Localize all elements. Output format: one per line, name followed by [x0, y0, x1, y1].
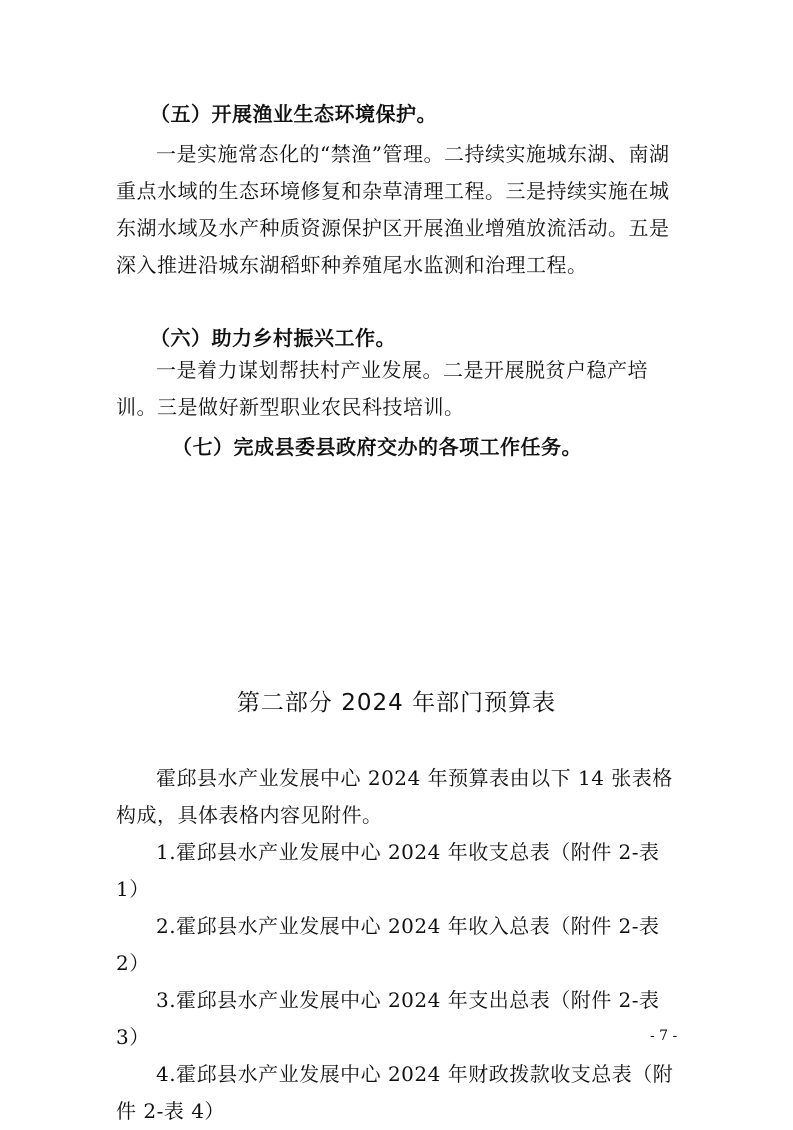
budget-table-item: 1.霍邱县水产业发展中心 2024 年收支总表（附件 2-表 1） [116, 840, 660, 901]
section-7-heading: （七）完成县委县政府交办的各项工作任务。 [172, 435, 582, 459]
part-2-body-block [116, 760, 678, 1130]
budget-table-item: 2.霍邱县水产业发展中心 2024 年收入总表（附件 2-表 2） [116, 914, 660, 975]
section-6-body-block [116, 352, 678, 426]
budget-table-item: 3.霍邱县水产业发展中心 2024 年支出总表（附件 2-表 3） [116, 988, 660, 1049]
budget-table-item: 4.霍邱县水产业发展中心 2024 年财政拨款收支总表（附件 2-表 4） [116, 1062, 674, 1123]
section-5-body-block [116, 136, 678, 284]
section-6-heading: （六）助力乡村振兴工作。 [150, 326, 396, 350]
section-6-body: 一是着力谋划帮扶村产业发展。二是开展脱贫户稳产培训。三是做好新型职业农民科技培训。 [116, 358, 648, 419]
part-2-intro: 霍邱县水产业发展中心 2024 年预算表由以下 14 张表格构成，具体表格内容见附件。 [116, 766, 673, 827]
section-5-heading: （五）开展渔业生态环境保护。 [150, 102, 437, 126]
page-number: - 7 - [650, 1028, 678, 1044]
part-2-title: 第二部分 2024 年部门预算表 [236, 690, 557, 716]
section-5-body: 一是实施常态化的“禁渔”管理。二持续实施城东湖、南湖重点水域的生态环境修复和杂草清理工程。三是持续实施在城东湖水域及水产种质资源保护区开展渔业增殖放流活动。五是深入推进沿城东湖稻虾种养殖尾水监测和治理工程。 [116, 142, 670, 277]
